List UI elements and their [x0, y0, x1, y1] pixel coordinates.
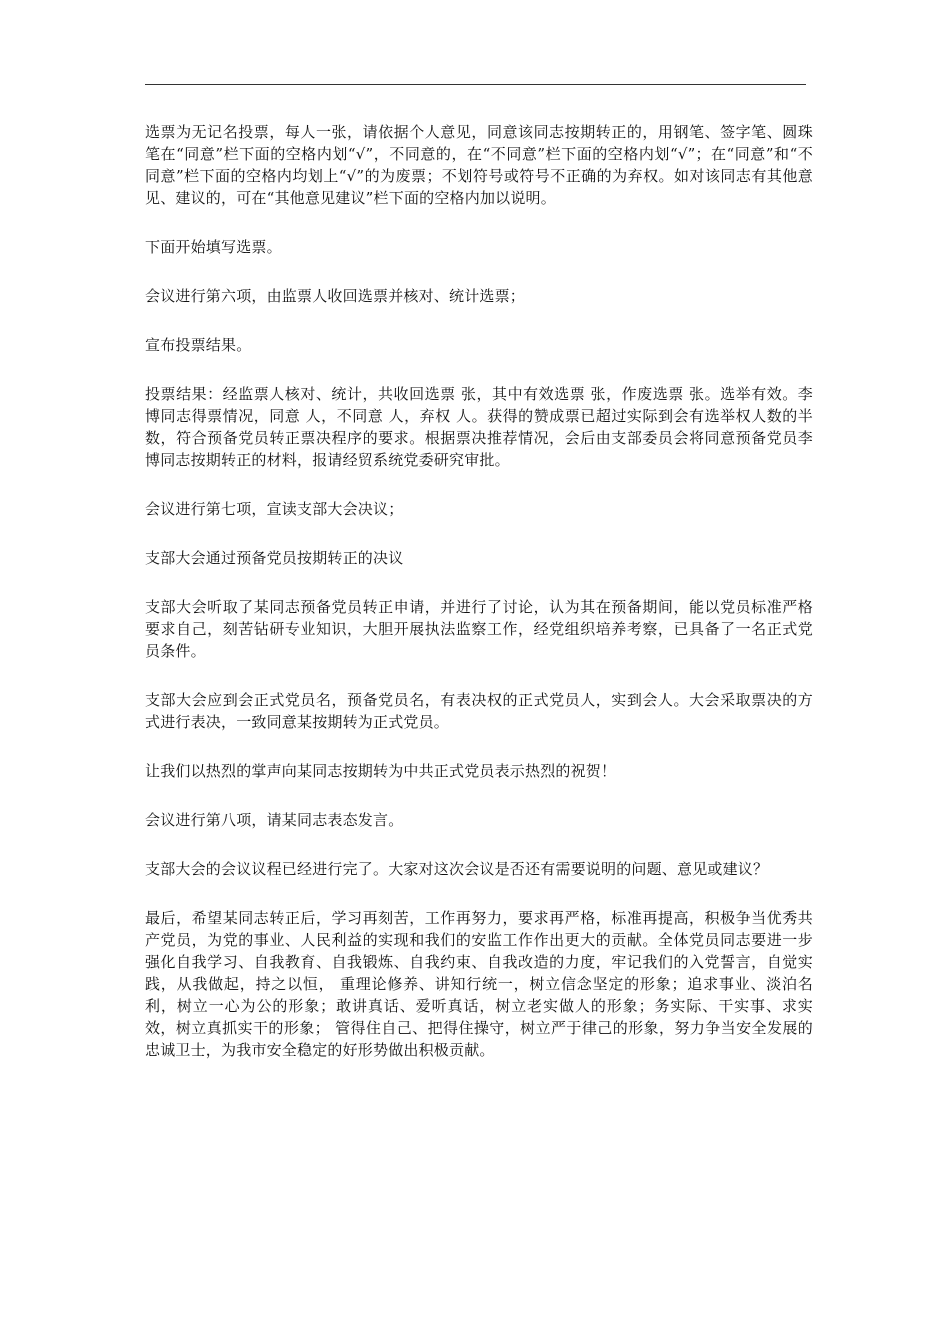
paragraph-ballot-instructions: 选票为无记名投票，每人一张，请依据个人意见，同意该同志按期转正的，用钢笔、签字笔、圆珠笔在“同意”栏下面的空格内划“√”，不同意的，在“不同意”栏下面的空格内划“√”；在“同意”和“不同意”栏下面的空格内均划上“√”的为废票；不划符号或符号不正确的为弃权。如对该同志有其他意见、建议的，可在“其他意见建议”栏下面的空格内加以说明。 — [145, 123, 813, 207]
paragraph-attendance: 支部大会应到会正式党员名，预备党员名，有表决权的正式党员人，实到会人。大会采取票决的方式进行表决，一致同意某按期转为正式党员。 — [145, 691, 813, 731]
header-divider — [145, 84, 806, 85]
paragraph-congratulations: 让我们以热烈的掌声向某同志按期转为中共正式党员表示热烈的祝贺！ — [145, 762, 617, 780]
document-body — [145, 121, 813, 1088]
paragraph-announce-results: 宣布投票结果。 — [145, 336, 252, 354]
paragraph-item-seven: 会议进行第七项，宣读支部大会决议； — [145, 500, 404, 518]
paragraph-resolution-body: 支部大会听取了某同志预备党员转正申请，并进行了讨论，认为其在预备期间，能以党员标准严格要求自己，刻苦钻研专业知识，大胆开展执法监察工作，经党组织培养考察，已具备了一名正式党员条件。 — [145, 598, 813, 660]
paragraph-resolution-title: 支部大会通过预备党员按期转正的决议 — [145, 549, 404, 567]
paragraph-start-filling: 下面开始填写选票。 — [145, 238, 282, 256]
paragraph-agenda-complete: 支部大会的会议议程已经进行完了。大家对这次会议是否还有需要说明的问题、意见或建议？ — [145, 860, 769, 878]
paragraph-item-eight: 会议进行第八项，请某同志表态发言。 — [145, 811, 404, 829]
paragraph-item-six: 会议进行第六项，由监票人收回选票并核对、统计选票； — [145, 287, 526, 305]
paragraph-closing-remarks: 最后，希望某同志转正后，学习再刻苦，工作再努力，要求再严格，标准再提高，积极争当优秀共产党员，为党的事业、人民利益的实现和我们的安监工作作出更大的贡献。全体党员同志要进一步强化自我学习、自我教育、自我锻炼、自我约束、自我改造的力度，牢记我们的入党誓言，自觉实践，从我做起，持之以恒， 重理论修养、讲知行统一，树立信念坚定的形象；追求事业、淡泊名利，树立一心为公的形象；敢讲真话、爱听真话，树立老实做人的形象；务实际、干实事、求实效，树立真抓实干的形象； 管得住自己、把得住操守，树立严于律己的形象，努力争当安全发展的忠诚卫士，为我市安全稳定的好形势做出积极贡献。 — [145, 909, 813, 1059]
paragraph-vote-results: 投票结果：经监票人核对、统计，共收回选票 张，其中有效选票 张，作废选票 张。选举有效。李博同志得票情况，同意 人，不同意 人，弃权 人。获得的赞成票已超过实际到会有选举权人数的半数，符合预备党员转正票决程序的要求。根据票决推荐情况，会后由支部委员会将同意预备党员李博同志按期转正的材料，报请经贸系统党委研究审批。 — [145, 385, 813, 469]
